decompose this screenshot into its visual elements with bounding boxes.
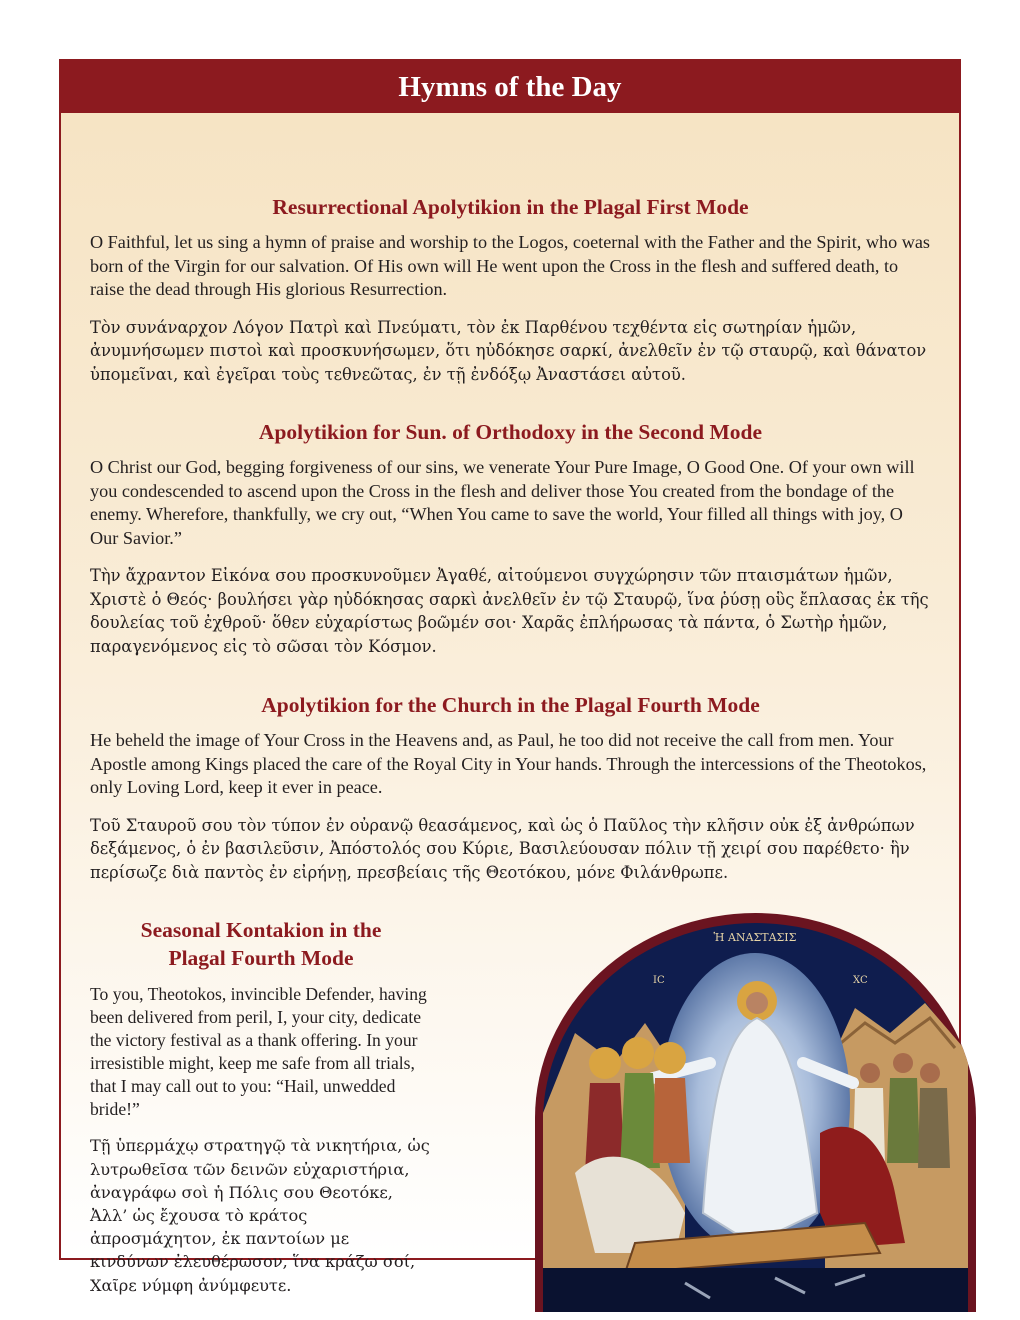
hymn-heading (90, 916, 432, 972)
hymn-english-text: O Faithful, let us sing a hymn of praise and worship to the Logos, coeternal with the Father and the Spirit, who was born of the Virgin for our salvation. Of His own will He went upon the Cross in the flesh and suffered death, to raise the dead through His glorious Resurrection. (90, 232, 931, 299)
hymn-orthodoxy-apolytikion (90, 418, 931, 658)
hymn-heading: Apolytikion for Sun. of Orthodoxy in the Second Mode (258, 420, 763, 444)
hymn-church-apolytikion (90, 691, 931, 884)
hymn-heading: Resurrectional Apolytikion in the Plagal First Mode (272, 195, 749, 219)
icon-inscription-top: Ἡ ΑΝΑΣΤΑΣΙΣ (713, 931, 797, 944)
icon-inscription-left: IC (653, 975, 665, 986)
icon-inscription-right: XC (853, 975, 868, 986)
hymn-seasonal-kontakion (90, 916, 432, 1297)
hymns-panel (59, 59, 961, 1295)
hymn-resurrectional-apolytikion (90, 193, 931, 386)
hymn-greek-text: Τῇ ὑπερμάχῳ στρατηγῷ τὰ νικητήρια, ὡς λυτρωθεῖσα τῶν δεινῶν εὐχαριστήρια, ἀναγράφω σοὶ ἡ Πόλις σου Θεοτόκε, Ἀλλ’ ὡς ἔχουσα τὸ κράτος ἀπροσμάχητον, ἐκ παντοίων με κινδύνων ἐλευθέρωσον, ἵνα κράζω σοί, Χαῖρε νύμφη ἀνύμφευτε. (90, 1136, 430, 1295)
hymn-greek-text: Τὴν ἄχραντον Εἰκόνα σου προσκυνοῦμεν Ἀγαθέ, αἰτούμενοι συγχώρησιν τῶν πταισμάτων ἡμῶν, Χριστὲ ὁ Θεός· βουλήσει γὰρ ηὐδόκησας σαρκὶ ἀνελθεῖν ἐν τῷ Σταυρῷ, ἵνα ῥύσῃ οὓς ἔπλασας ἐκ τῆς δουλείας τοῦ ἐχθροῦ· ὅθεν εὐχαρίστως βοῶμέν σοι· Χαρᾶς ἐπλήρωσας τὰ πάντα, ὁ Σωτὴρ ἡμῶν, παραγενόμενος εἰς τὸ σῶσαι τὸν Κόσμον. (90, 566, 929, 656)
hymn-greek-text: Τοῦ Σταυροῦ σου τὸν τύπον ἐν οὐρανῷ θεασάμενος, καὶ ὡς ὁ Παῦλος τὴν κλῆσιν οὐκ ἐξ ἀνθρώπων δεξάμενος, ὁ ἐν βασιλεῦσιν, Ἀπόστολός σου Κύριε, Βασιλεύουσαν πόλιν τῇ χειρί σου παρέθετο· ἣν περίσωζε διὰ παντὸς ἐν εἰρήνῃ, πρεσβείαις τῆς Θεοτόκου, μόνε Φιλάνθρωπε. (90, 815, 915, 882)
hymn-english-text: He beheld the image of Your Cross in the Heavens and, as Paul, he too did not receive the call from men. Your Apostle among Kings placed the care of the Royal City in Your hands. Through the intercessions of the Theotokos, only Loving Lord, keep it ever in peace. (90, 730, 927, 797)
hymn-english-text: To you, Theotokos, invincible Defender, having been delivered from peril, I, your city, dedicate the victory festival as a thank offering. In your irresistible might, keep me safe from all trials, that I may call out to you: “Hail, unwedded bride!” (90, 984, 427, 1119)
hymn-heading-line-1: Seasonal Kontakion in the (140, 918, 382, 942)
hymn-greek-text: Τὸν συνάναρχον Λόγον Πατρὶ καὶ Πνεύματι, τὸν ἐκ Παρθένου τεχθέντα εἰς σωτηρίαν ἡμῶν, ἀνυμνήσωμεν πιστοὶ καὶ προσκυνήσωμεν, ὅτι ηὐδόκησε σαρκί, ἀνελθεῖν ἐν τῷ σταυρῷ, καὶ θάνατον ὑπομεῖναι, καὶ ἐγεῖραι τοὺς τεθνεῶτας, ἐν τῇ ἐνδόξῳ Ἀναστάσει αὐτοῦ. (90, 317, 927, 384)
hymn-heading: Apolytikion for the Church in the Plagal Fourth Mode (261, 693, 760, 717)
hymn-heading-line-2: Plagal Fourth Mode (168, 946, 354, 970)
resurrection-icon-image (535, 913, 976, 1312)
page-title: Hymns of the Day (61, 61, 959, 113)
hymn-english-text: O Christ our God, begging forgiveness of our sins, we venerate Your Pure Image, O Good One. Of your own will you condescended to ascend upon the Cross in the flesh and deliver those You created from the bondage of the enemy. Wherefore, thankfully, we cry out, “When You came to save the world, Your filled all things with joy, O Our Savior.” (90, 457, 915, 548)
anastasis-icon (535, 913, 976, 1312)
